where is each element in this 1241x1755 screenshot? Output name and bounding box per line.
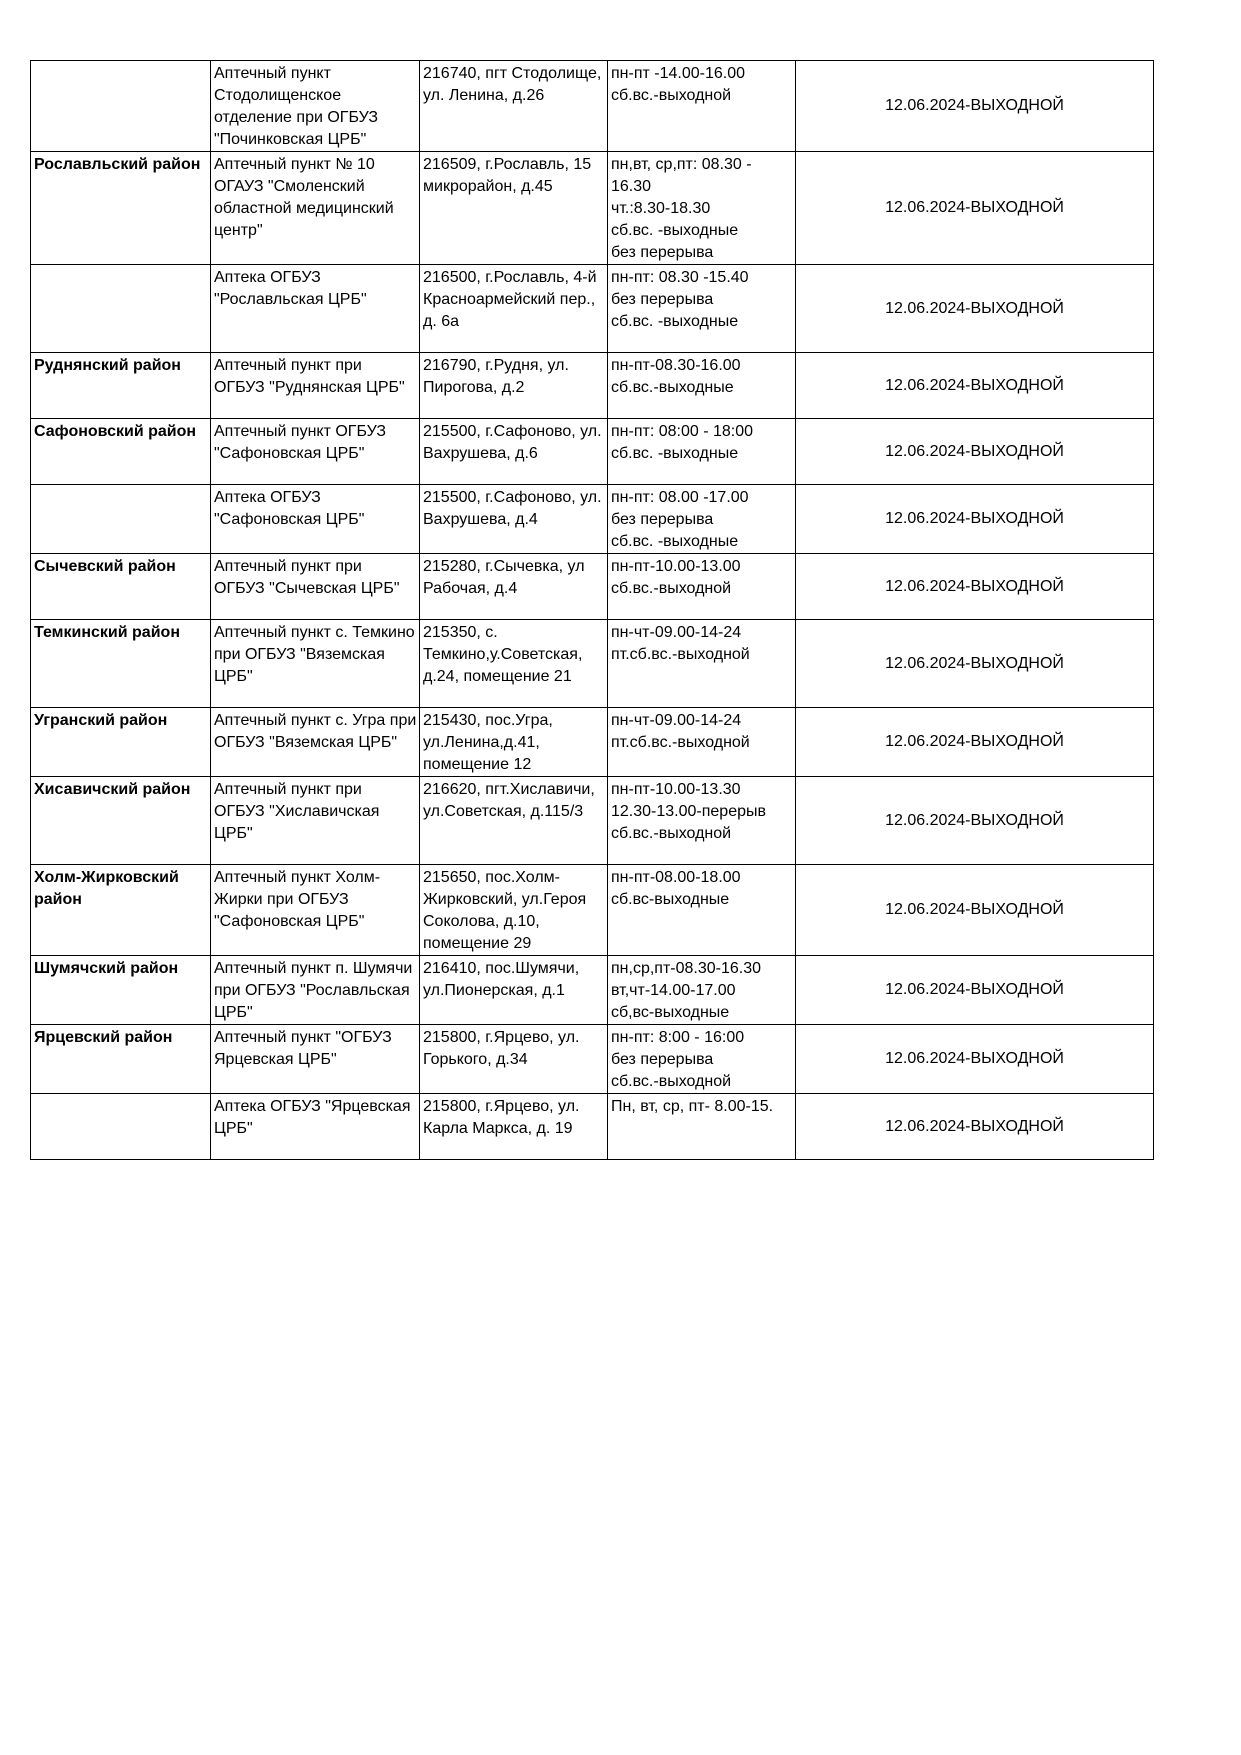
address-cell: 216790, г.Рудня, ул. Пирогова, д.2 xyxy=(420,353,608,419)
status-cell: 12.06.2024-ВЫХОДНОЙ xyxy=(796,777,1154,865)
status-cell: 12.06.2024-ВЫХОДНОЙ xyxy=(796,554,1154,620)
status-cell: 12.06.2024-ВЫХОДНОЙ xyxy=(796,485,1154,554)
table-row xyxy=(31,1094,1154,1160)
hours-cell: пн-чт-09.00-14-24 пт.сб.вс.-выходной xyxy=(608,620,796,708)
pharmacy-name-cell: Аптека ОГБУЗ "Ярцевская ЦРБ" xyxy=(211,1094,420,1160)
hours-cell: пн-пт: 08.00 -17.00 без перерыва сб.вс. -выходные xyxy=(608,485,796,554)
table-row xyxy=(31,708,1154,777)
address-cell: 215280, г.Сычевка, ул Рабочая, д.4 xyxy=(420,554,608,620)
pharmacy-name-cell: Аптека ОГБУЗ "Сафоновская ЦРБ" xyxy=(211,485,420,554)
hours-cell: пн-пт: 08.30 -15.40 без перерыва сб.вс. -выходные xyxy=(608,265,796,353)
hours-cell: пн-пт-10.00-13.00 сб.вс.-выходной xyxy=(608,554,796,620)
pharmacy-name-cell: Аптечный пункт с. Угра при ОГБУЗ "Вяземская ЦРБ" xyxy=(211,708,420,777)
district-cell: Рославльский район xyxy=(31,152,211,265)
hours-cell: Пн, вт, ср, пт- 8.00-15. xyxy=(608,1094,796,1160)
district-cell: Сафоновский район xyxy=(31,419,211,485)
pharmacy-name-cell: Аптечный пункт с. Темкино при ОГБУЗ "Вяземская ЦРБ" xyxy=(211,620,420,708)
status-cell: 12.06.2024-ВЫХОДНОЙ xyxy=(796,419,1154,485)
table-row xyxy=(31,485,1154,554)
hours-cell: пн,вт, ср,пт: 08.30 - 16.30 чт.:8.30-18.30 сб.вс. -выходные без перерыва xyxy=(608,152,796,265)
hours-cell: пн-пт-08.30-16.00 сб.вс.-выходные xyxy=(608,353,796,419)
table-row xyxy=(31,61,1154,152)
address-cell: 215650, пос.Холм-Жирковский, ул.Героя Соколова, д.10, помещение 29 xyxy=(420,865,608,956)
status-cell: 12.06.2024-ВЫХОДНОЙ xyxy=(796,265,1154,353)
hours-cell: пн,ср,пт-08.30-16.30 вт,чт-14.00-17.00 сб,вс-выходные xyxy=(608,956,796,1025)
district-cell xyxy=(31,265,211,353)
hours-cell: пн-пт: 08:00 - 18:00 сб.вс. -выходные xyxy=(608,419,796,485)
pharmacy-name-cell: Аптечный пункт при ОГБУЗ "Сычевская ЦРБ" xyxy=(211,554,420,620)
status-cell: 12.06.2024-ВЫХОДНОЙ xyxy=(796,353,1154,419)
pharmacy-name-cell: Аптечный пункт Холм-Жирки при ОГБУЗ "Сафоновская ЦРБ" xyxy=(211,865,420,956)
district-cell: Ярцевский район xyxy=(31,1025,211,1094)
address-cell: 215500, г.Сафоново, ул. Вахрушева, д.6 xyxy=(420,419,608,485)
pharmacy-name-cell: Аптечный пункт № 10 ОГАУЗ "Смоленский областной медицинский центр" xyxy=(211,152,420,265)
status-cell: 12.06.2024-ВЫХОДНОЙ xyxy=(796,1094,1154,1160)
table-row xyxy=(31,777,1154,865)
pharmacy-name-cell: Аптечный пункт п. Шумячи при ОГБУЗ "Рославльская ЦРБ" xyxy=(211,956,420,1025)
address-cell: 216509, г.Рославль, 15 микрорайон, д.45 xyxy=(420,152,608,265)
status-cell: 12.06.2024-ВЫХОДНОЙ xyxy=(796,620,1154,708)
address-cell: 215800, г.Ярцево, ул. Горького, д.34 xyxy=(420,1025,608,1094)
pharmacy-name-cell: Аптечный пункт при ОГБУЗ "Хиславичская ЦРБ" xyxy=(211,777,420,865)
hours-cell: пн-чт-09.00-14-24 пт.сб.вс.-выходной xyxy=(608,708,796,777)
address-cell: 215430, пос.Угра, ул.Ленина,д.41, помещение 12 xyxy=(420,708,608,777)
pharmacy-name-cell: Аптечный пункт ОГБУЗ "Сафоновская ЦРБ" xyxy=(211,419,420,485)
address-cell: 216500, г.Рославль, 4-й Красноармейский пер., д. 6а xyxy=(420,265,608,353)
address-cell: 215800, г.Ярцево, ул. Карла Маркса, д. 19 xyxy=(420,1094,608,1160)
status-cell: 12.06.2024-ВЫХОДНОЙ xyxy=(796,708,1154,777)
status-cell: 12.06.2024-ВЫХОДНОЙ xyxy=(796,865,1154,956)
hours-cell: пн-пт: 8:00 - 16:00 без перерыва сб.вс.-выходной xyxy=(608,1025,796,1094)
pharmacy-name-cell: Аптека ОГБУЗ "Рославльская ЦРБ" xyxy=(211,265,420,353)
status-cell: 12.06.2024-ВЫХОДНОЙ xyxy=(796,61,1154,152)
pharmacy-schedule-table xyxy=(30,60,1154,1160)
table-row xyxy=(31,1025,1154,1094)
table-row xyxy=(31,554,1154,620)
status-cell: 12.06.2024-ВЫХОДНОЙ xyxy=(796,152,1154,265)
table-row xyxy=(31,265,1154,353)
district-cell xyxy=(31,61,211,152)
pharmacy-name-cell: Аптечный пункт Стодолищенское отделение при ОГБУЗ "Починковская ЦРБ" xyxy=(211,61,420,152)
pharmacy-name-cell: Аптечный пункт при ОГБУЗ "Руднянская ЦРБ" xyxy=(211,353,420,419)
table-row xyxy=(31,865,1154,956)
district-cell: Холм-Жирковский район xyxy=(31,865,211,956)
status-cell: 12.06.2024-ВЫХОДНОЙ xyxy=(796,1025,1154,1094)
district-cell xyxy=(31,485,211,554)
hours-cell: пн-пт-08.00-18.00 сб.вс-выходные xyxy=(608,865,796,956)
district-cell: Хисавичский район xyxy=(31,777,211,865)
table-row xyxy=(31,419,1154,485)
hours-cell: пн-пт -14.00-16.00 сб.вс.-выходной xyxy=(608,61,796,152)
district-cell: Руднянский район xyxy=(31,353,211,419)
table-row xyxy=(31,956,1154,1025)
address-cell: 215500, г.Сафоново, ул. Вахрушева, д.4 xyxy=(420,485,608,554)
address-cell: 216620, пгт.Хиславичи, ул.Советская, д.115/3 xyxy=(420,777,608,865)
address-cell: 215350, с. Темкино,у.Советская, д.24, помещение 21 xyxy=(420,620,608,708)
district-cell: Темкинский район xyxy=(31,620,211,708)
district-cell: Угранский район xyxy=(31,708,211,777)
address-cell: 216410, пос.Шумячи, ул.Пионерская, д.1 xyxy=(420,956,608,1025)
status-cell: 12.06.2024-ВЫХОДНОЙ xyxy=(796,956,1154,1025)
district-cell: Шумячский район xyxy=(31,956,211,1025)
pharmacy-name-cell: Аптечный пункт "ОГБУЗ Ярцевская ЦРБ" xyxy=(211,1025,420,1094)
table-row xyxy=(31,152,1154,265)
district-cell xyxy=(31,1094,211,1160)
table-row xyxy=(31,353,1154,419)
hours-cell: пн-пт-10.00-13.30 12.30-13.00-перерыв сб.вс.-выходной xyxy=(608,777,796,865)
district-cell: Сычевский район xyxy=(31,554,211,620)
table-row xyxy=(31,620,1154,708)
address-cell: 216740, пгт Стодолище, ул. Ленина, д.26 xyxy=(420,61,608,152)
